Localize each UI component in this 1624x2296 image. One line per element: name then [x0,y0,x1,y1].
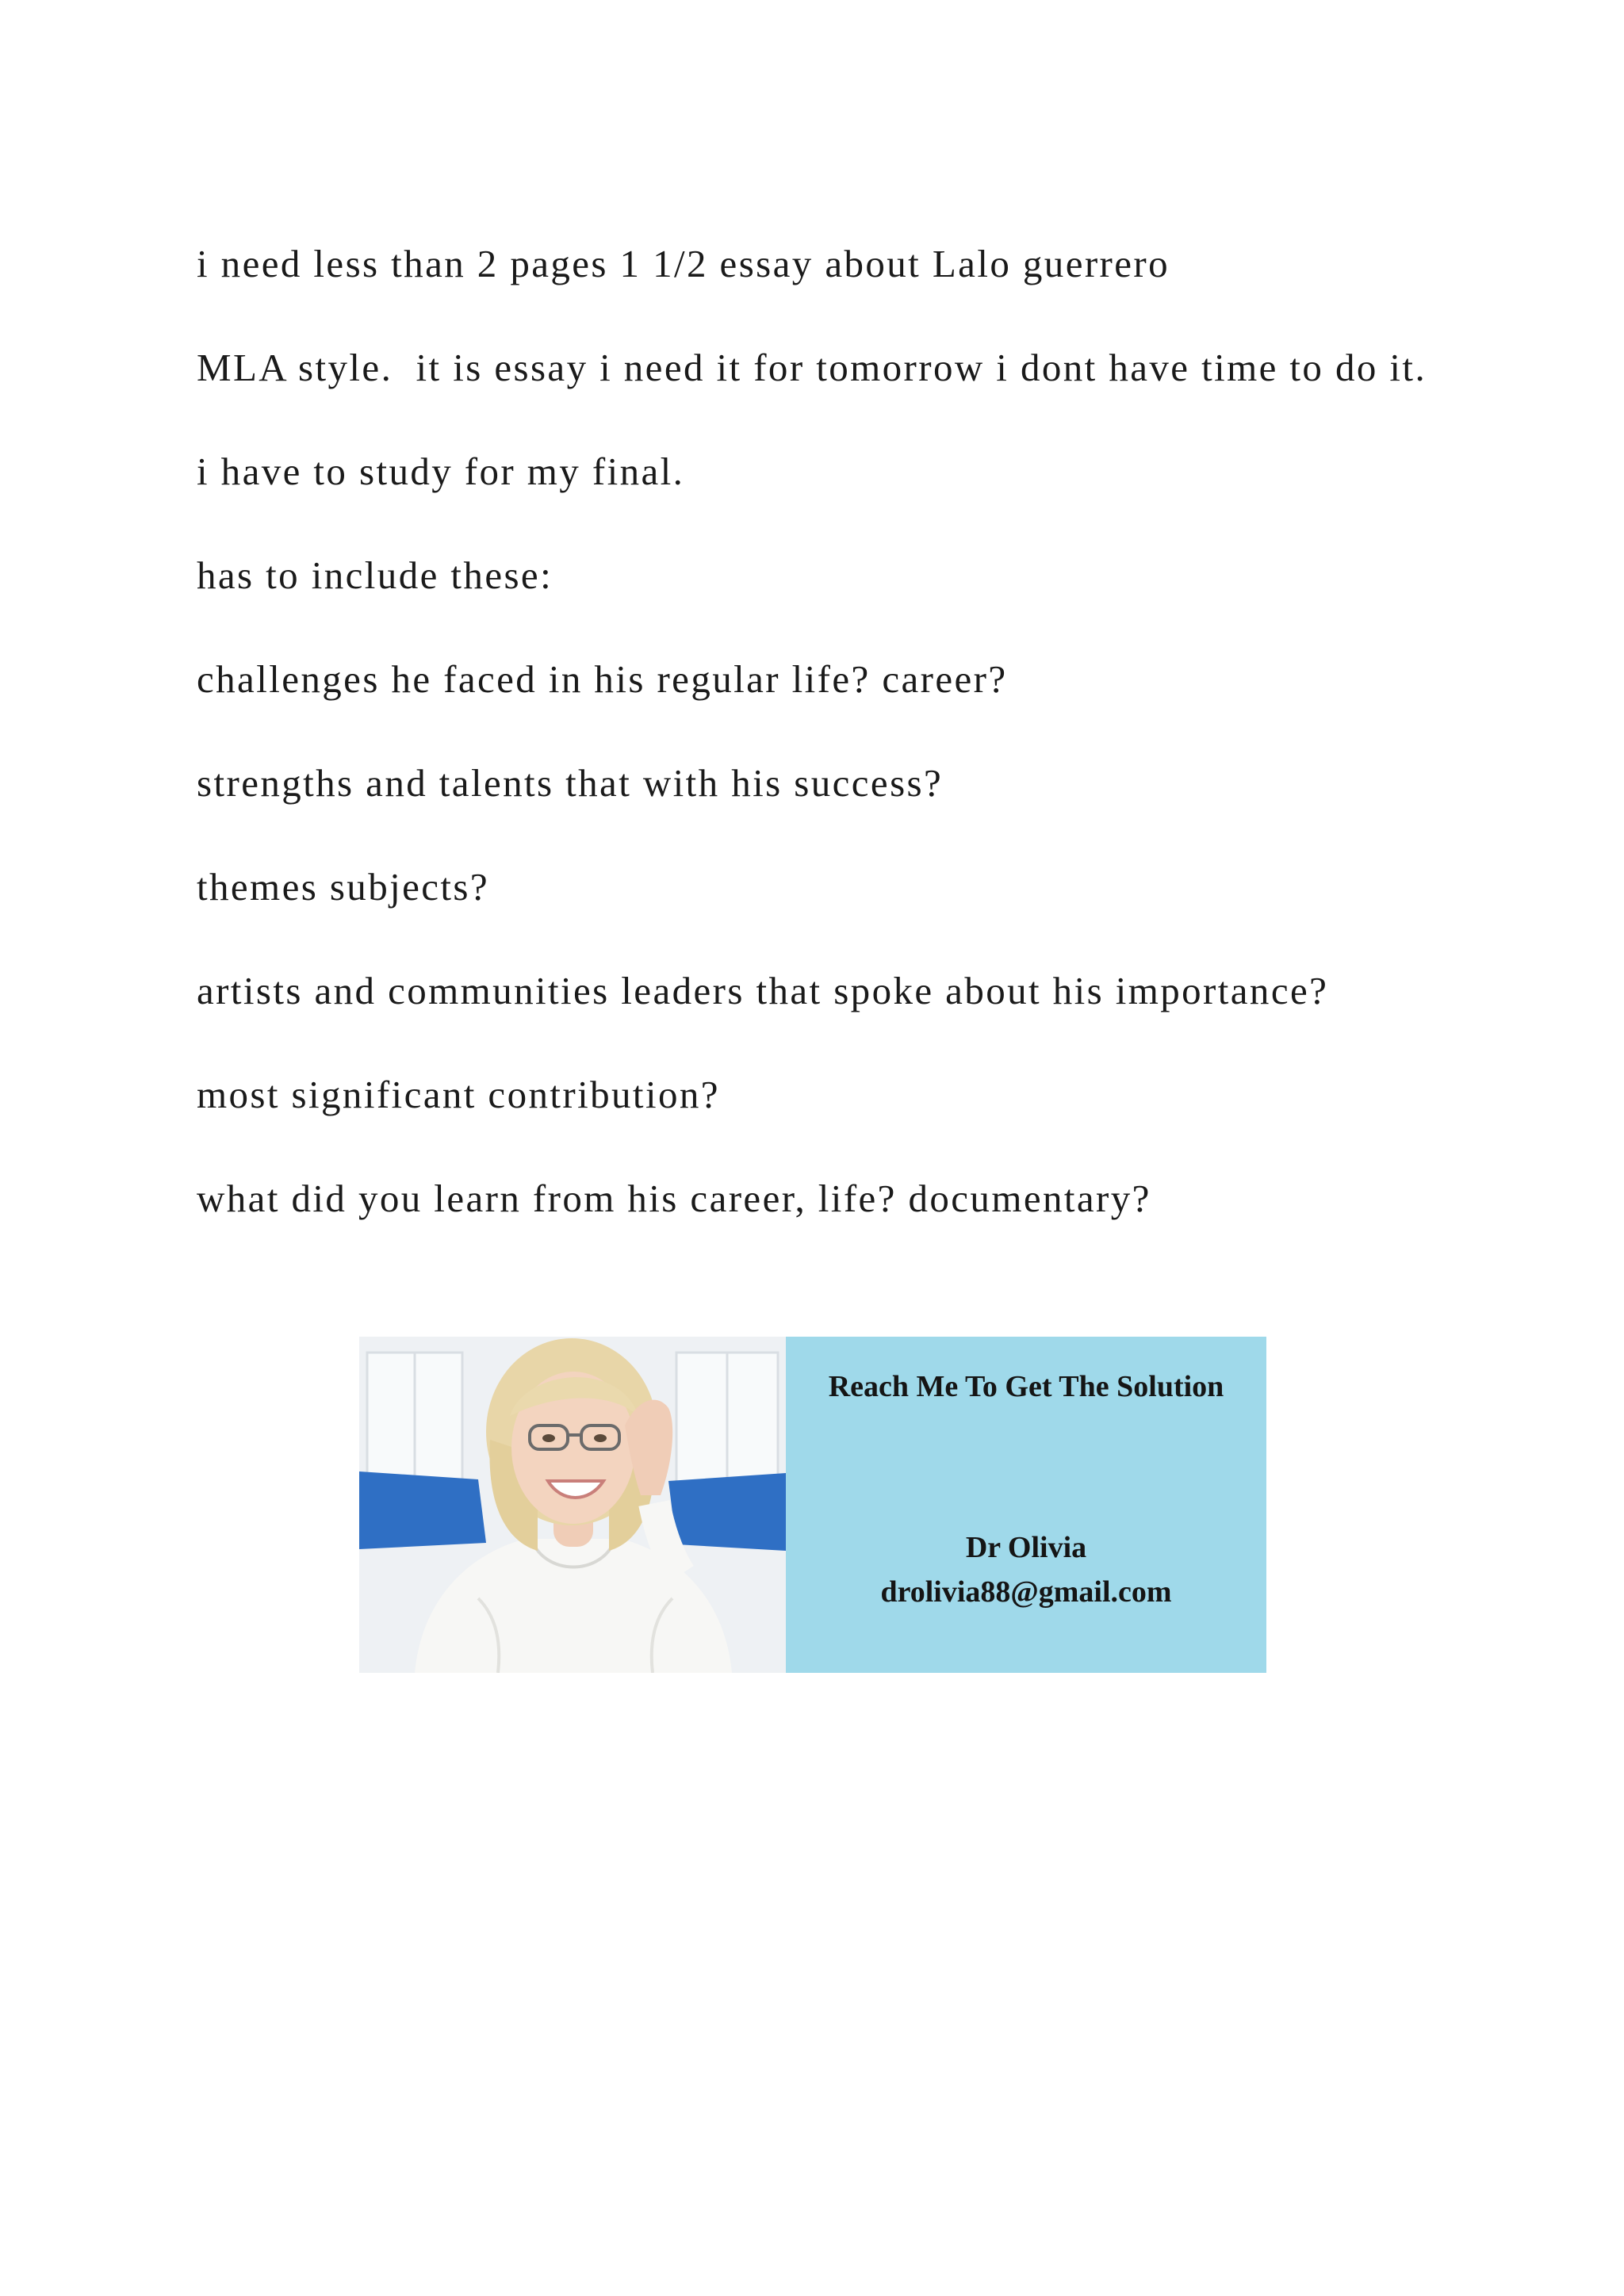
document-body [197,238,1450,1224]
paragraph: i have to study for my final. [197,450,685,493]
reach-me-title: Reach Me To Get The Solution [828,1370,1224,1403]
contact-email: drolivia88@gmail.com [880,1575,1172,1609]
contact-name: Dr Olivia [965,1531,1087,1564]
paragraph: has to include these: [197,553,553,597]
paragraph: artists and communities leaders that spoke about his importance? [197,969,1329,1012]
paragraph: i need less than 2 pages 1 1/2 essay about Lalo guerrero [197,242,1170,285]
paragraph: most significant contribution? [197,1073,720,1116]
paragraph: themes subjects? [197,865,490,909]
paragraph: strengths and talents that with his success? [197,761,944,805]
woman-with-glasses-illustration [359,1337,786,1673]
contact-info-panel [786,1337,1266,1673]
paragraph: challenges he faced in his regular life? career? [197,657,1008,701]
paragraph: MLA style. it is essay i need it for tomorrow i dont have time to do it. [197,346,1427,389]
woman-photo [359,1337,786,1673]
contact-banner [359,1337,1266,1673]
paragraph: what did you learn from his career, life? documentary? [197,1177,1151,1220]
